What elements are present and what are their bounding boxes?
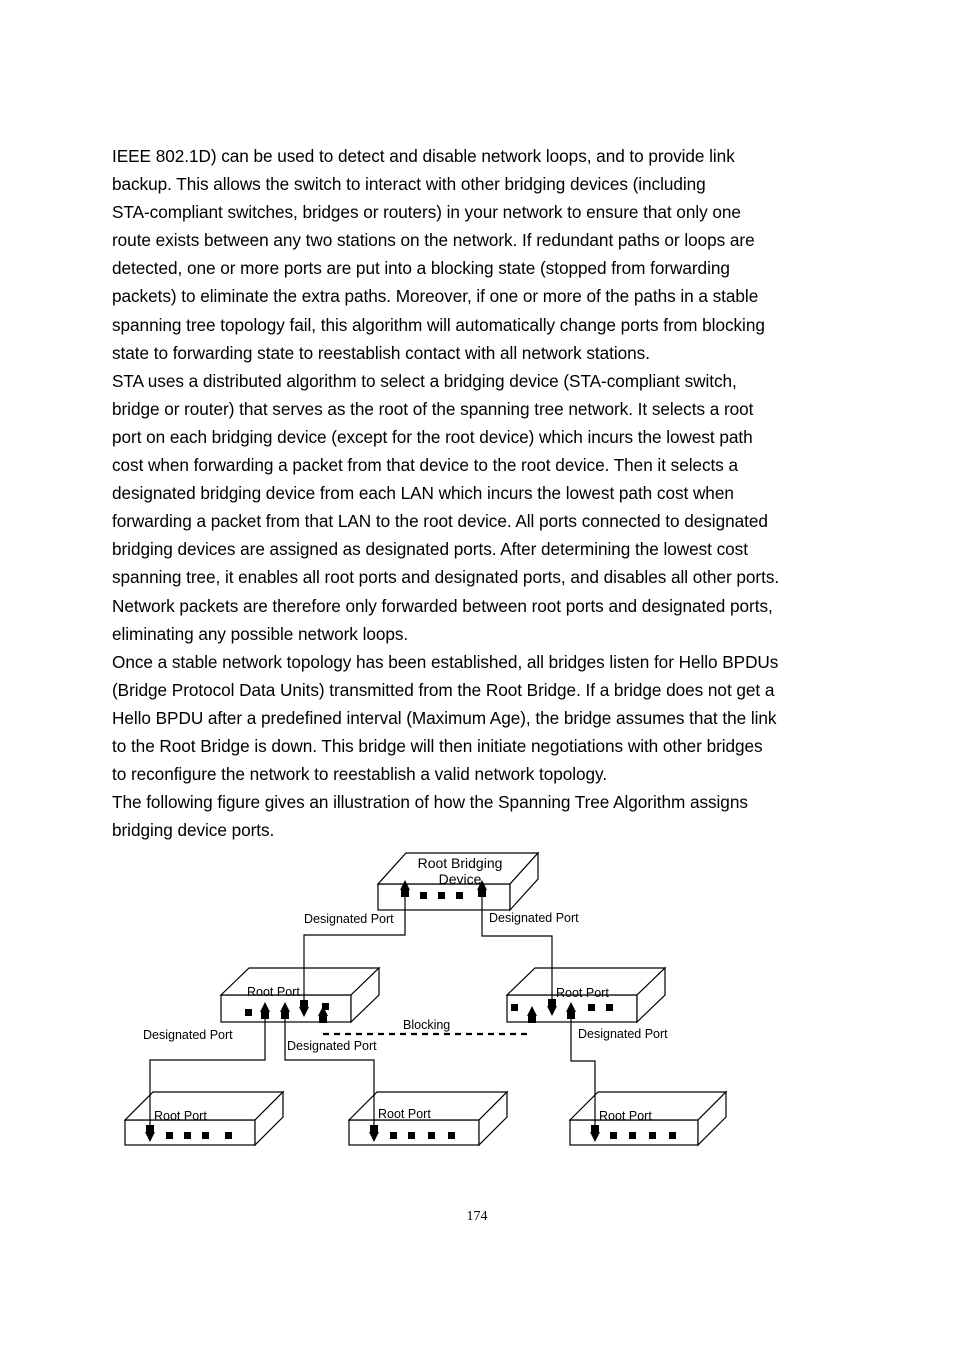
designated-port-label: Designated Port bbox=[578, 1027, 668, 1041]
text-line: state to forwarding state to reestablish contact with all network stations. bbox=[112, 342, 650, 363]
root-device-label: Device bbox=[438, 871, 482, 887]
text-line: packets) to eliminate the extra paths. Moreover, if one or more of the paths in a stable bbox=[112, 286, 759, 307]
text-line: Once a stable network topology has been established, all bridges listen for Hello BPDUs bbox=[112, 651, 779, 672]
designated-port-label: Designated Port bbox=[143, 1028, 233, 1042]
text-line: forwarding a packet from that LAN to the root device. All ports connected to designated bbox=[112, 511, 768, 532]
root-port-label: Root Port bbox=[599, 1109, 652, 1123]
text-line: The following figure gives an illustration of how the Spanning Tree Algorithm assigns bbox=[112, 792, 748, 813]
text-line: spanning tree, it enables all root ports and designated ports, and disables all other ports. bbox=[112, 567, 780, 588]
text-line: STA-compliant switches, bridges or routers) in your network to ensure that only one bbox=[112, 202, 741, 223]
text-line: backup. This allows the switch to interact with other bridging devices (including bbox=[112, 174, 706, 195]
root-device-ports bbox=[420, 892, 463, 899]
root-device-label: Root Bridging bbox=[417, 855, 503, 871]
root-port-label: Root Port bbox=[154, 1109, 207, 1123]
page-number: 174 bbox=[466, 1209, 488, 1224]
text-line: detected, one or more ports are put into a blocking state (stopped from forwarding bbox=[112, 258, 730, 279]
text-line: STA uses a distributed algorithm to select a bridging device (STA-compliant switch, bbox=[112, 370, 737, 391]
text-line: Hello BPDU after a predefined interval (Maximum Age), the bridge assumes that the link bbox=[112, 707, 777, 728]
text-line: cost when forwarding a packet from that device to the root device. Then it selects a bbox=[112, 455, 739, 476]
text-line: (Bridge Protocol Data Units) transmitted from the Root Bridge. If a bridge does not get a bbox=[112, 679, 775, 700]
text-line: spanning tree topology fail, this algorithm will automatically change ports from blocking bbox=[112, 314, 765, 335]
text-line: eliminating any possible network loops. bbox=[112, 623, 409, 644]
text-line: IEEE 802.1D) can be used to detect and disable network loops, and to provide link bbox=[112, 146, 735, 166]
text-line: bridge or router) that serves as the root of the spanning tree network. It selects a root bbox=[112, 398, 754, 419]
designated-port-label: Designated Port bbox=[489, 911, 579, 925]
text-line: designated bridging device from each LAN which incurs the lowest path cost when bbox=[112, 483, 734, 504]
root-port-label: Root Port bbox=[556, 986, 609, 1000]
designated-port-label: Designated Port bbox=[304, 912, 394, 926]
root-port-label: Root Port bbox=[247, 985, 300, 999]
text-line: Network packets are therefore only forwarded between root ports and designated ports, bbox=[112, 595, 773, 616]
text-line: port on each bridging device (except for the root device) which incurs the lowest path bbox=[112, 426, 753, 447]
text-line: bridging devices are assigned as designated ports. After determining the lowest cost bbox=[112, 539, 748, 560]
text-line: to the Root Bridge is down. This bridge will then initiate negotiations with other bridges bbox=[112, 735, 763, 756]
text-line: to reconfigure the network to reestablish a valid network topology. bbox=[112, 764, 608, 785]
text-line: bridging device ports. bbox=[112, 820, 275, 841]
designated-port-label: Designated Port bbox=[287, 1039, 377, 1053]
middle-left-switch bbox=[221, 968, 379, 1022]
blocking-label: Blocking bbox=[403, 1018, 451, 1032]
text-line: route exists between any two stations on the network. If redundant paths or loops are bbox=[112, 230, 755, 251]
root-port-label: Root Port bbox=[378, 1107, 431, 1121]
